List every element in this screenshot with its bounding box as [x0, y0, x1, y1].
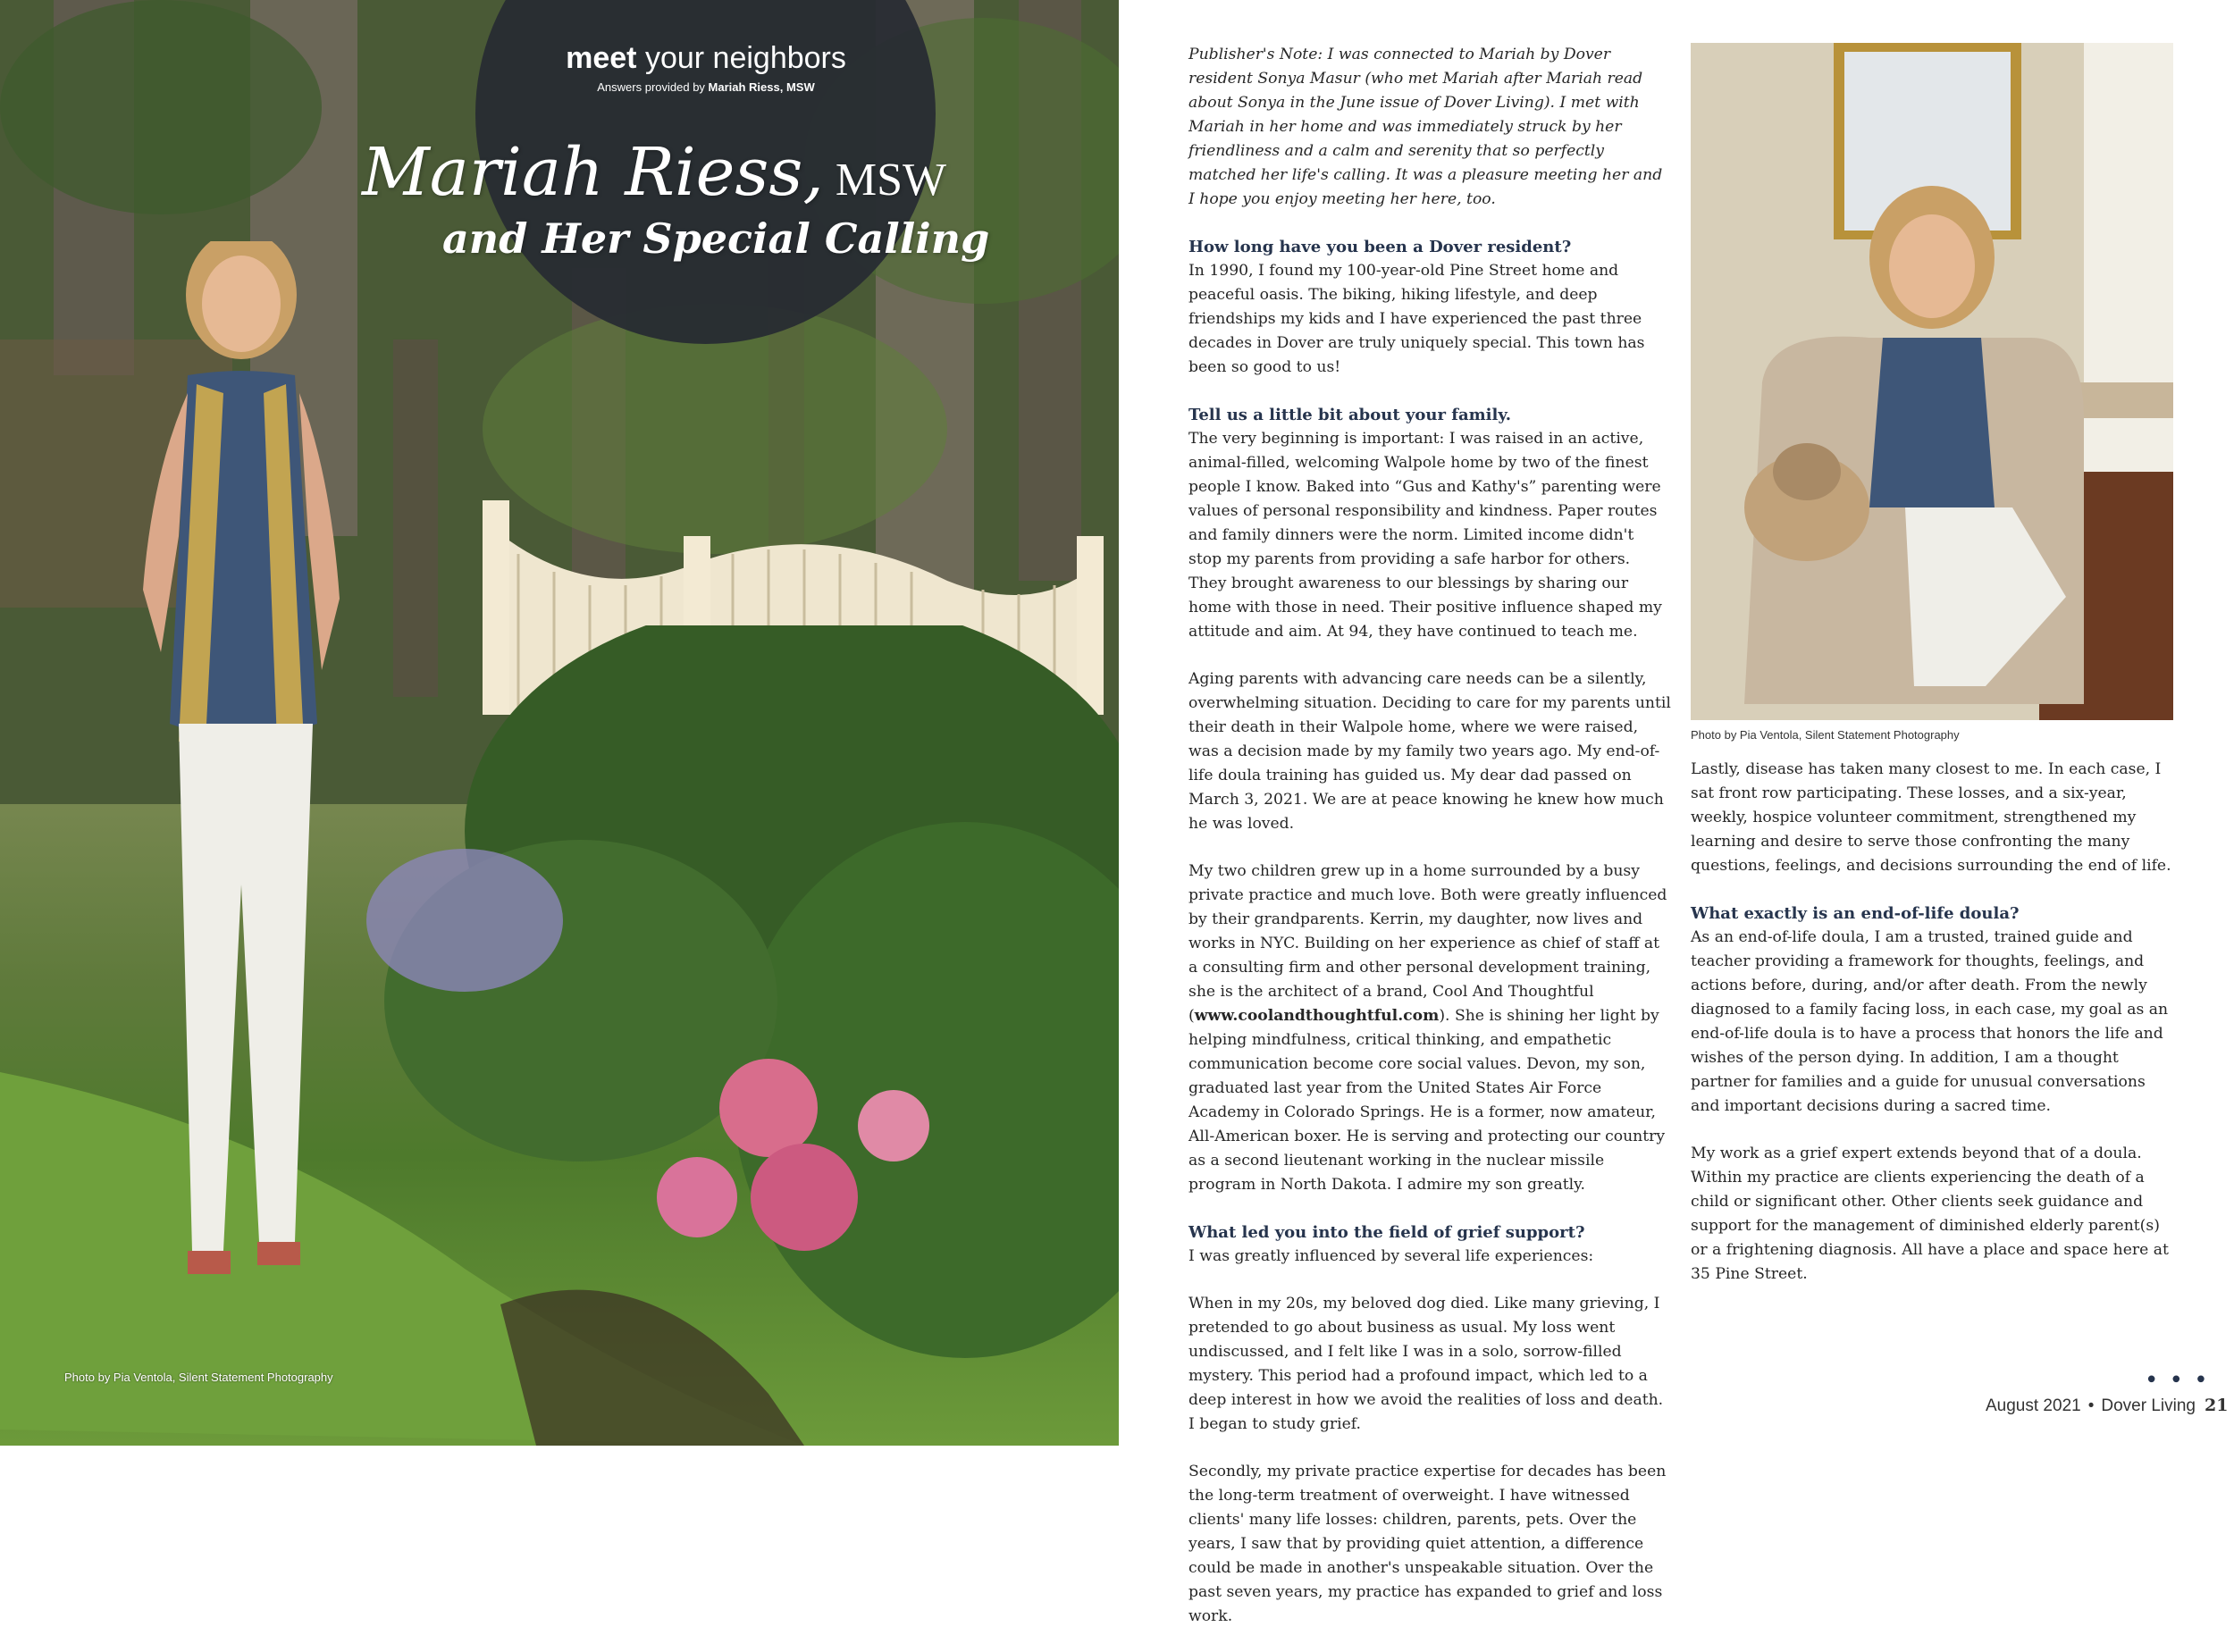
answer-text: ). She is shining her light by helping mindfulness, critical thinking, and empathetic communication become core social values. Devon, my son, graduated last year from the United States Air Force Academy in Colorado Springs. He is a former, now amateur, All-American boxer. He is serving and protecting our country as a second lieutenant working in the nuclear missile program in North Dakota. I admire my son greatly.: [1188, 1007, 1666, 1194]
answer-paragraph: The very beginning is important: I was raised in an active, animal-filled, welcoming Walpole home by two of the finest people I know. Baked into “Gus and Kathy's” parenting were values of personal responsibility and kindness. Paper routes and family dinners were the norm. Limited income didn't stop my parents from providing a safe harbor for others. They brought awareness to our blessings by sharing our home with those in need. Their positive influence shaped my attitude and aim. At 94, they have continued to teach me.: [1188, 430, 1662, 641]
footer-separator: •: [2087, 1396, 2095, 1415]
publisher-note: Publisher's Note: I was connected to Mariah by Dover resident Sonya Masur (who met Mariah after Mariah read about Sonya in the June issue of Dover Living). I met with Mariah in her home and was immediately struck by her friendliness and a calm and serenity that so perfectly matched her life's calling. It was a pleasure meeting her and I hope you enjoy meeting her here, too.: [1188, 46, 1663, 208]
question-heading: Tell us a little bit about your family.: [1188, 406, 1512, 424]
title-suffix: MSW: [823, 155, 947, 205]
website-link[interactable]: www.coolandthoughtful.com: [1194, 1007, 1440, 1025]
footer-date: August 2021: [1986, 1396, 2081, 1415]
question-heading: What led you into the field of grief support?: [1188, 1223, 1585, 1242]
woman-seated-with-dog-photo: [1691, 43, 2173, 720]
byline-prefix: Answers provided by: [597, 80, 709, 94]
question-heading: What exactly is an end-of-life doula?: [1691, 904, 2020, 923]
woman-standing-photo: [107, 241, 402, 1313]
page-footer: [1986, 1396, 2228, 1416]
answer-paragraph: In 1990, I found my 100-year-old Pine Street home and peaceful oasis. The biking, hiking lifestyle, and deep friendships my kids and I have experienced the past three decades in Dover are truly uniquely special. This town has been so good to us!: [1188, 262, 1645, 376]
left-page-photo: [0, 0, 1119, 1446]
answer-paragraph: Aging parents with advancing care needs can be a silently, overwhelming situation. Deciding to care for my parents until their death in their Walpole home, where we were raised, was a decision made by my family two years ago. My end-of-life doula training has guided us. My dear dad passed on March 3, 2021. We are at peace knowing he knew how much he was loved.: [1188, 670, 1671, 833]
byline: [483, 80, 929, 94]
article-subtitle: and Her Special Calling: [442, 214, 990, 263]
answer-paragraph: As an end-of-life doula, I am a trusted, trained guide and teacher providing a framework for thoughts, feelings, and actions before, during, and/or after death. From the newly diagnosed to a family facing loss, in each case, my goal as an end-of-life doula is to have a process that honors the life and wishes of the person dying. In addition, I am a thought partner for families and a guide for unusual conversations and important decisions during a sacred time.: [1691, 928, 2169, 1115]
article-column-2-body: [1691, 758, 2173, 1310]
answer-paragraph: My work as a grief expert extends beyond that of a doula. Within my practice are clients experiencing the death of a child or significant other. Other clients seek guidance and support for the management of diminished elderly parent(s) or a frightening diagnosis. All have a place and space here at 35 Pine Street.: [1691, 1145, 2169, 1283]
title-name: Mariah Riess,: [362, 134, 824, 211]
kicker-bold: meet: [566, 41, 637, 75]
question-heading: How long have you been a Dover resident?: [1188, 238, 1572, 256]
kicker-rest: your neighbors: [636, 41, 846, 75]
article-column-1: [1188, 43, 1671, 1652]
right-page-article: [1119, 0, 2234, 1625]
section-kicker: [483, 41, 929, 76]
footer-magazine: Dover Living: [2101, 1396, 2196, 1415]
article-title: [362, 134, 1113, 211]
answer-paragraph: [1188, 860, 1671, 1197]
answer-paragraph: I was greatly influenced by several life experiences:: [1188, 1247, 1594, 1265]
answer-paragraph: When in my 20s, my beloved dog died. Like many grieving, I pretended to go about business as usual. My loss went undiscussed, and I felt like I was in a solo, sorrow-filled mystery. This period had a profound impact, which led to a deep interest in how we avoid the realities of loss and death. I began to study grief.: [1188, 1295, 1664, 1433]
answer-paragraph: Secondly, my private practice expertise for decades has been the long-term treatment of overweight. I have witnessed clients' many life losses: children, parents, pets. Over the years, I saw that by providing quiet attention, a difference could be made in another's unspeakable situation. Over the past seven years, my practice has expanded to grief and loss work.: [1188, 1463, 1667, 1625]
page-number: 21: [2204, 1396, 2229, 1415]
portrait-photo: [1691, 43, 2173, 720]
continue-marker: • • •: [2145, 1367, 2210, 1394]
byline-name: Mariah Riess, MSW: [708, 80, 815, 94]
photo-credit-right: Photo by Pia Ventola, Silent Statement Photography: [1691, 728, 1960, 742]
photo-credit-left: Photo by Pia Ventola, Silent Statement Photography: [64, 1371, 333, 1384]
answer-text: My two children grew up in a home surrounded by a busy private practice and much love. Both were greatly influenced by their grandparents. Kerrin, my daughter, now lives and works in NYC. Building on her experience as chief of staff at a consulting firm and other personal development training, she is the architect of a brand, Cool And Thoughtful (: [1188, 862, 1667, 1025]
answer-paragraph: Lastly, disease has taken many closest to me. In each case, I sat front row participating. These losses, and a six-year, weekly, hospice volunteer commitment, strengthened my learning and desire to serve those confronting the many questions, feelings, and decisions surrounding the end of life.: [1691, 760, 2171, 875]
